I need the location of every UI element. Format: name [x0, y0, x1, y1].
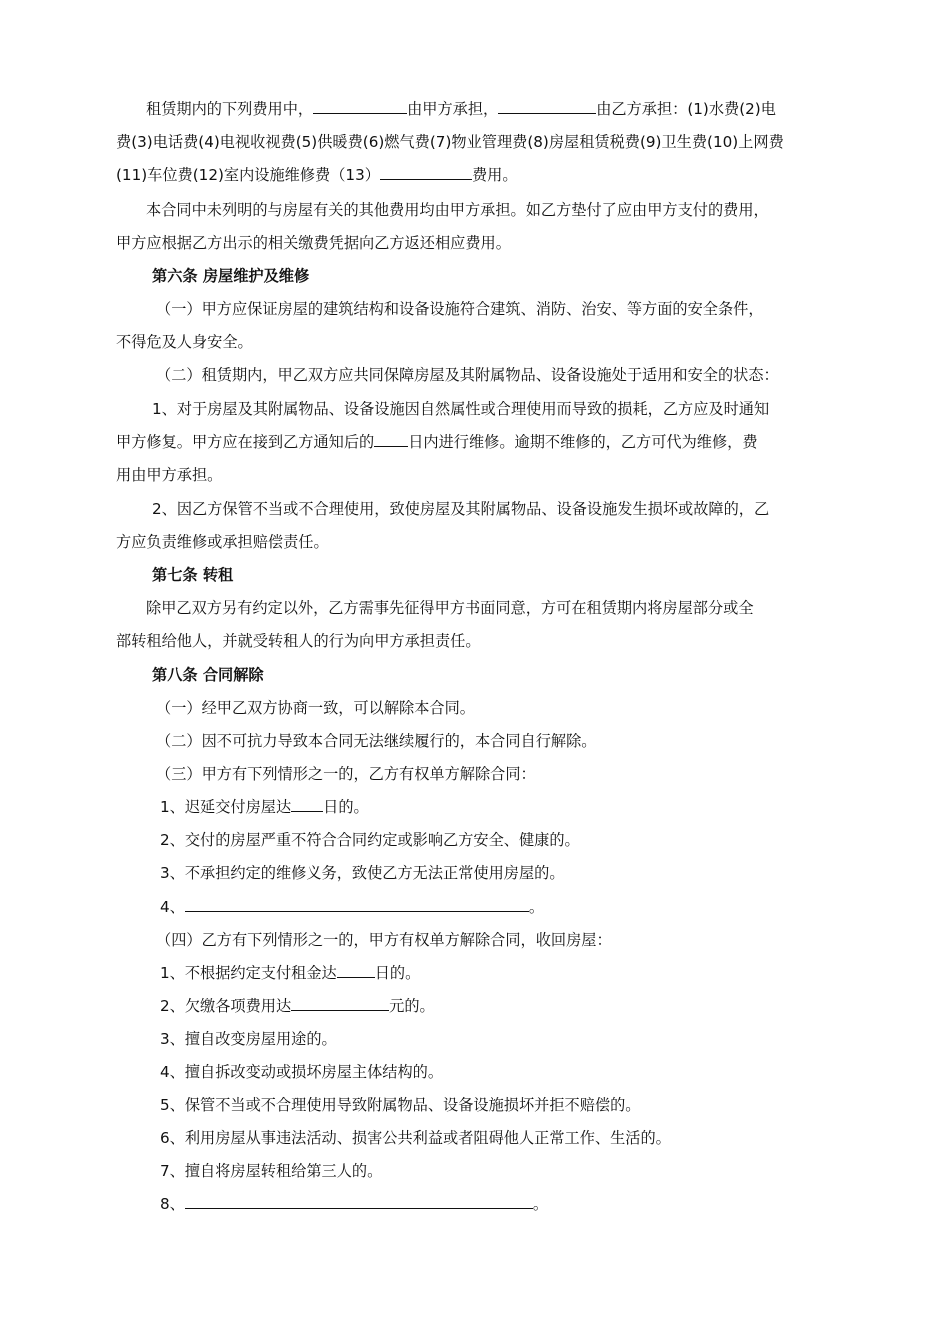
text-line: [116, 531, 836, 553]
text-segment: 元的。: [389, 997, 435, 1015]
text-line: [116, 464, 836, 486]
fill-in-blank: [291, 796, 323, 812]
text-segment: 8、: [160, 1195, 185, 1213]
text-segment: （二）因不可抗力导致本合同无法继续履行的，本合同自行解除。: [156, 732, 597, 750]
text-line: [116, 98, 866, 120]
text-line: [116, 331, 836, 353]
text-segment: 租赁期内的下列费用中，: [146, 100, 314, 118]
text-segment: 方应负责维修或承担赔偿责任。: [116, 533, 329, 551]
text-line: [116, 398, 872, 420]
text-segment: 第八条 合同解除: [152, 666, 264, 684]
text-line: [116, 1094, 880, 1116]
fill-in-blank: [498, 98, 596, 114]
text-segment: 2、交付的房屋严重不符合合同约定或影响乙方安全、健康的。: [160, 831, 580, 849]
text-segment: 1、对于房屋及其附属物品、设备设施因自然属性或合理使用而导致的损耗，乙方应及时通知: [152, 400, 770, 418]
text-segment: （三）甲方有下列情形之一的，乙方有权单方解除合同：: [156, 765, 536, 783]
text-segment: 日内进行维修。逾期不维修的，乙方可代为维修，费: [408, 433, 758, 451]
text-segment: 4、: [160, 898, 185, 916]
text-line: [116, 298, 876, 320]
text-line: [116, 1028, 880, 1050]
text-segment: 。: [532, 1195, 549, 1213]
text-segment: 用由甲方承担。: [116, 466, 223, 484]
fill-in-blank: [380, 164, 472, 180]
text-segment: 日的。: [374, 964, 421, 982]
text-line: [116, 199, 866, 221]
section-heading: [116, 664, 872, 686]
text-segment: （一）甲方应保证房屋的建筑结构和设备设施符合建筑、消防、治安、等方面的安全条件，: [156, 300, 764, 318]
text-line: [116, 164, 836, 186]
text-line: [116, 896, 880, 918]
text-segment: 2、欠缴各项费用达: [160, 997, 292, 1015]
text-segment: 部转租给他人，并就受转租人的行为向甲方承担责任。: [116, 632, 481, 650]
text-line: [116, 862, 880, 884]
text-line: [116, 232, 836, 254]
text-segment: 第七条 转租: [152, 566, 234, 584]
text-segment: 不得危及人身安全。: [116, 333, 253, 351]
fill-in-blank: [337, 962, 375, 978]
text-line: [116, 995, 880, 1017]
text-segment: 4、擅自拆改变动或损坏房屋主体结构的。: [160, 1063, 444, 1081]
text-line: [116, 1193, 880, 1215]
text-segment: （二）租赁期内，甲乙双方应共同保障房屋及其附属物品、设备设施处于适用和安全的状态：: [156, 366, 779, 384]
text-line: [116, 730, 876, 752]
text-line: [116, 431, 836, 453]
section-heading: [116, 265, 872, 287]
text-line: [116, 1160, 880, 1182]
text-line: [116, 763, 876, 785]
text-segment: 由甲方承担，: [407, 100, 499, 118]
text-segment: 1、不根据约定支付租金达: [160, 964, 337, 982]
text-line: [116, 829, 880, 851]
text-segment: 。: [528, 898, 545, 916]
text-segment: 除甲乙双方另有约定以外，乙方需事先征得甲方书面同意，方可在租赁期内将房屋部分或全: [146, 599, 754, 617]
text-line: [116, 630, 836, 652]
text-segment: 6、利用房屋从事违法活动、损害公共利益或者阻碍他人正常工作、生活的。: [160, 1129, 671, 1147]
text-line: [116, 929, 876, 951]
text-line: [116, 796, 880, 818]
text-segment: 第六条 房屋维护及维修: [152, 267, 310, 285]
text-line: [116, 1061, 880, 1083]
text-line: [116, 364, 876, 386]
text-line: [116, 597, 866, 619]
text-line: [116, 962, 880, 984]
text-line: [116, 131, 836, 153]
text-segment: （四）乙方有下列情形之一的，甲方有权单方解除合同，收回房屋：: [156, 931, 612, 949]
fill-in-blank: [185, 1193, 533, 1209]
text-segment: 日的。: [323, 798, 369, 816]
text-line: [116, 498, 872, 520]
text-segment: 5、保管不当或不合理使用导致附属物品、设备设施损坏并拒不赔偿的。: [160, 1096, 641, 1114]
section-heading: [116, 564, 872, 586]
text-segment: 甲方应根据乙方出示的相关缴费凭据向乙方返还相应费用。: [116, 234, 511, 252]
fill-in-blank: [374, 431, 408, 447]
fill-in-blank: [313, 98, 407, 114]
text-segment: (11)车位费(12)室内设施维修费（13）: [116, 166, 380, 184]
text-segment: 由乙方承担：(1)水费(2)电: [596, 100, 776, 118]
fill-in-blank: [185, 896, 529, 912]
text-segment: 7、擅自将房屋转租给第三人的。: [160, 1162, 383, 1180]
text-segment: 2、因乙方保管不当或不合理使用，致使房屋及其附属物品、设备设施发生损坏或故障的，乙: [152, 500, 770, 518]
text-line: [116, 697, 876, 719]
fill-in-blank: [291, 995, 389, 1011]
text-segment: 3、擅自改变房屋用途的。: [160, 1030, 337, 1048]
text-segment: （一）经甲乙双方协商一致，可以解除本合同。: [156, 699, 475, 717]
text-segment: 费(3)电话费(4)电视收视费(5)供暖费(6)燃气费(7)物业管理费(8)房屋租赁税费(9)卫生费(10)上网费: [116, 133, 784, 151]
text-segment: 1、迟延交付房屋达: [160, 798, 292, 816]
text-segment: 费用。: [471, 166, 518, 184]
text-segment: 本合同中未列明的与房屋有关的其他费用均由甲方承担。如乙方垫付了应由甲方支付的费用，: [146, 201, 769, 219]
text-segment: 甲方修复。甲方应在接到乙方通知后的: [116, 433, 375, 451]
text-line: [116, 1127, 880, 1149]
text-segment: 3、不承担约定的维修义务，致使乙方无法正常使用房屋的。: [160, 864, 565, 882]
